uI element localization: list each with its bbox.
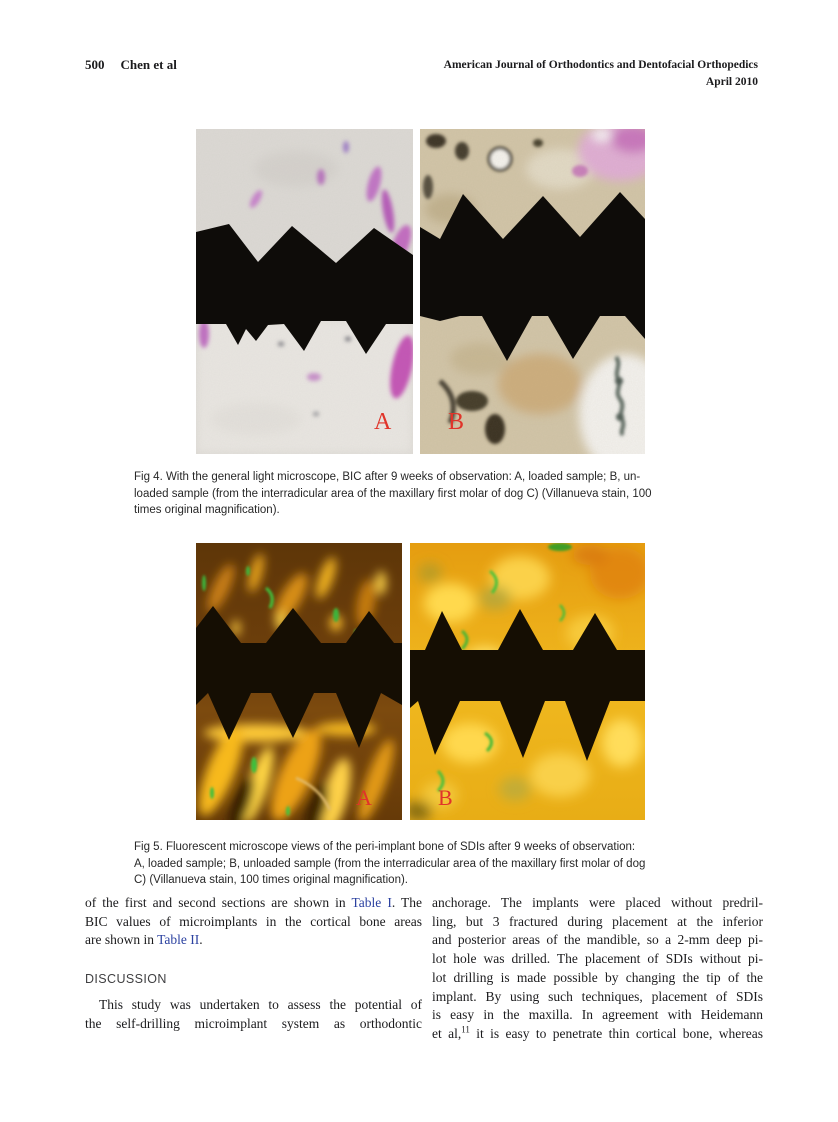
body-text-line: lot hole was drilled. The placement of SDIs without pi-: [432, 951, 763, 967]
fig5-panel-b-micrograph: [410, 543, 645, 820]
body-left-column: [85, 894, 422, 1034]
body-text-line: BIC values of microimplants in the cortical bone areas: [85, 913, 422, 929]
discussion-heading: DISCUSSION: [85, 972, 167, 987]
citation-ref-11[interactable]: 11: [461, 1024, 470, 1035]
figure4-caption-line: times original magnification).: [134, 504, 280, 516]
figure5-caption-line: Fig 5. Fluorescent microscope views of the peri-implant bone of SDIs after 9 weeks of observation:: [134, 841, 636, 853]
body-text-line: and posterior areas of the mandible, so a 2-mm deep pi-: [432, 932, 763, 948]
body-text-line: implant. By using such techniques, placement of SDIs: [432, 988, 763, 1004]
body-text-line: ling, but 3 fractured during placement at the inferior: [432, 913, 763, 929]
figure5-caption: [134, 839, 712, 889]
figure4-caption-line: loaded sample (from the interradicular area of the maxillary first molar of dog C) (Villanueva stain, 100: [134, 487, 652, 500]
body-text-line: lot drilling is made possible by changing the tip of the: [432, 969, 763, 985]
body-text-line: [432, 1025, 763, 1044]
figure4-image-block: [196, 129, 645, 454]
fig5-panel-a-letter: A: [356, 785, 372, 810]
body-text: et al,: [432, 1025, 462, 1041]
running-header-left: [85, 57, 177, 73]
body-text: are shown in: [85, 932, 158, 948]
table2-link[interactable]: Table II: [157, 932, 200, 948]
body-right-column: [432, 894, 763, 1044]
fig5-panel-b-letter: B: [438, 785, 453, 810]
figure5-image-block: [196, 543, 645, 820]
table1-link[interactable]: Table I: [351, 895, 392, 910]
body-text: it is easy to penetrate thin cortical bone, whereas: [469, 1025, 763, 1041]
body-text-line: the self-drilling microimplant system as orthodontic: [85, 1015, 422, 1031]
running-authors: Chen et al: [120, 57, 177, 72]
body-text-line: [85, 894, 422, 913]
journal-name: American Journal of Orthodontics and Dentofacial Orthopedics: [443, 59, 758, 71]
fig4-panel-b-letter: B: [448, 409, 465, 435]
figure5-caption-line: A, loaded sample; B, unloaded sample (from the interradicular area of the maxillary first molar of dog: [134, 857, 646, 870]
fig4-panel-a-letter: A: [374, 409, 392, 435]
running-header-right: [444, 57, 758, 91]
fig4-panel-a-micrograph: [196, 129, 413, 454]
figure5-caption-line: C) (Villanueva stain, 100 times original magnification).: [134, 874, 409, 886]
issue-date: April 2010: [705, 76, 758, 88]
page-number: 500: [85, 57, 105, 72]
body-text: . The: [391, 895, 422, 910]
fig4-panel-b-micrograph: [420, 129, 645, 454]
body-text-line: anchorage. The implants were placed without predril-: [432, 895, 763, 910]
body-text: .: [199, 932, 203, 948]
body-text-line: This study was undertaken to assess the potential of: [99, 997, 422, 1013]
body-text-line: is easy in the maxilla. In agreement with Heidemann: [432, 1007, 763, 1023]
fig5-panel-a-micrograph: [196, 543, 402, 820]
body-text-line: [85, 931, 422, 950]
body-text: of the first and second sections are shown in: [85, 895, 352, 910]
figure4-caption-line: Fig 4. With the general light microscope, BIC after 9 weeks of observation: A, loaded sample; B, un-: [134, 471, 641, 483]
figure4-caption: [134, 469, 712, 519]
